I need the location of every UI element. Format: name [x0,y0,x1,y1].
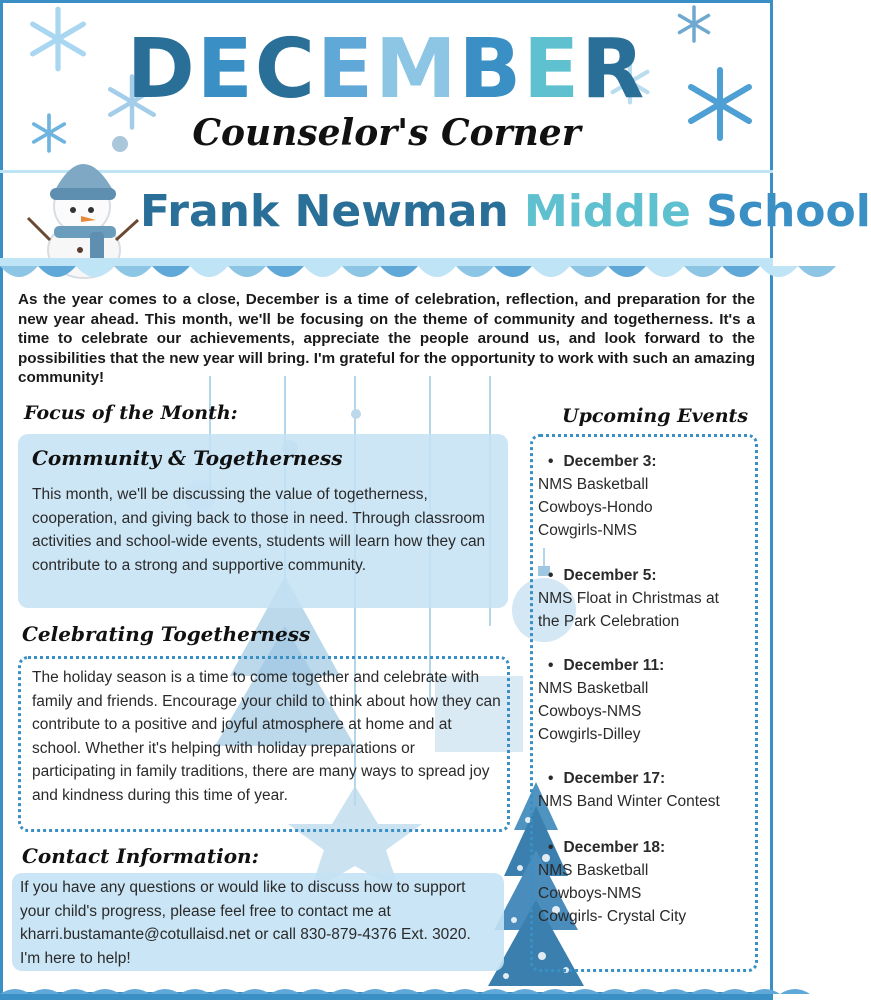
scallop [360,989,390,994]
contact-text: If you have any questions or would like to discuss how to support your child's progress, please feel free to contact me at kharri.bustamante@cotullaisd.net or call 830-879-4376 Ext. 3020. I'm here to help! [20,879,471,967]
scallop [114,266,152,277]
scallop [240,989,270,994]
school-name-word: Middle [524,186,691,237]
focus-box-text: This month, we'll be discussing the value of togetherness, cooperation, and giving back to those in need. Through classroom activities and school-wide events, students will learn how they can contribute to a strong and supportive community. [32,486,486,574]
scallop [38,266,76,277]
event-date: • December 5: [538,564,738,587]
event-item [538,654,738,746]
page-subtitle: Counselor's Corner [192,112,581,154]
scallop [190,266,228,277]
scallop [540,989,570,994]
scalloped-border [0,258,773,286]
scallop [152,266,190,277]
bottom-scalloped-border [0,986,773,1000]
scallop [608,266,646,277]
celebrating-heading: Celebrating Togetherness [22,622,311,646]
scallop [210,989,240,994]
event-line: Cowboys-Hondo [538,499,653,516]
scallop [390,989,420,994]
month-letter: E [316,22,375,117]
month-letter: M [375,22,459,117]
focus-heading: Focus of the Month: [24,402,238,424]
event-line: Cowboys-NMS [538,885,642,902]
event-item [538,564,738,633]
month-letter: E [523,22,582,117]
scallop [720,989,750,994]
event-line: NMS Basketball [538,862,649,879]
events-heading: Upcoming Events [562,405,749,427]
scallop [0,989,30,994]
scallop [300,989,330,994]
scallop [684,266,722,277]
scallop [722,266,760,277]
scallop [532,266,570,277]
event-date: • December 17: [538,767,738,790]
event-line: the Park Celebration [538,613,680,630]
scallop [494,266,532,277]
scallop [120,989,150,994]
scallop [798,266,836,277]
scallop [342,266,380,277]
scallop [630,989,660,994]
event-line: Cowboys-NMS [538,703,642,720]
month-title [0,22,773,117]
school-name-word: Frank Newman [140,186,509,237]
event-item [538,450,738,542]
scallop [780,989,810,994]
scallop [510,989,540,994]
scallop [750,989,780,994]
scallop [30,989,60,994]
event-line: Cowgirls- Crystal City [538,908,687,925]
scallop [180,989,210,994]
event-date: • December 11: [538,654,738,677]
event-line: NMS Float in Christmas at [538,590,719,607]
scallop [228,266,266,277]
month-letter: B [458,22,524,117]
school-name [140,186,871,237]
event-date: • December 3: [538,450,738,473]
school-name-word: School [706,186,871,237]
celebrating-text: The holiday season is a time to come together and celebrate with family and friends. Encourage your child to think about how they can contribute to a positive and joyful atmosphere at home and at school. Whether it's helping with holiday preparations or participating in family traditions, there are many ways to spread joy and kindness during this time of year. [32,669,501,804]
scallop [480,989,510,994]
scallop [646,266,684,277]
scallop [270,989,300,994]
scallop [150,989,180,994]
scallop [450,989,480,994]
scallop [570,266,608,277]
scallop [60,989,90,994]
scallop [760,266,798,277]
month-letter: E [196,22,255,117]
scallop [690,989,720,994]
event-line: Cowgirls-Dilley [538,726,641,743]
event-line: NMS Basketball [538,680,649,697]
scallop [304,266,342,277]
contact-heading: Contact Information: [22,844,259,868]
scallop [0,266,38,277]
intro-paragraph: As the year comes to a close, December is a time of celebration, reflection, and preparation for the new year ahead. This month, we'll be focusing on the theme of community and togetherness. It's a time to celebrate our achievements, appreciate the people around us, and look forward to the possibilities that the new year will bring. I'm grateful for the opportunity to work with such an amazing community! [18,291,755,386]
event-item [538,767,738,813]
scallop [266,266,304,277]
scallop [420,989,450,994]
month-letter: C [254,22,317,117]
event-line: NMS Band Winter Contest [538,793,720,810]
event-item [538,836,738,928]
month-letter: D [126,22,197,117]
scallop [570,989,600,994]
scallop [380,266,418,277]
scallop [456,266,494,277]
scallop [660,989,690,994]
scallop [600,989,630,994]
scallop [330,989,360,994]
focus-box-title: Community & Togetherness [32,446,343,470]
event-date: • December 18: [538,836,738,859]
scallop [90,989,120,994]
event-line: Cowgirls-NMS [538,522,638,539]
scallop [76,266,114,277]
month-letter: R [581,22,647,117]
scallop [418,266,456,277]
event-line: NMS Basketball [538,476,649,493]
